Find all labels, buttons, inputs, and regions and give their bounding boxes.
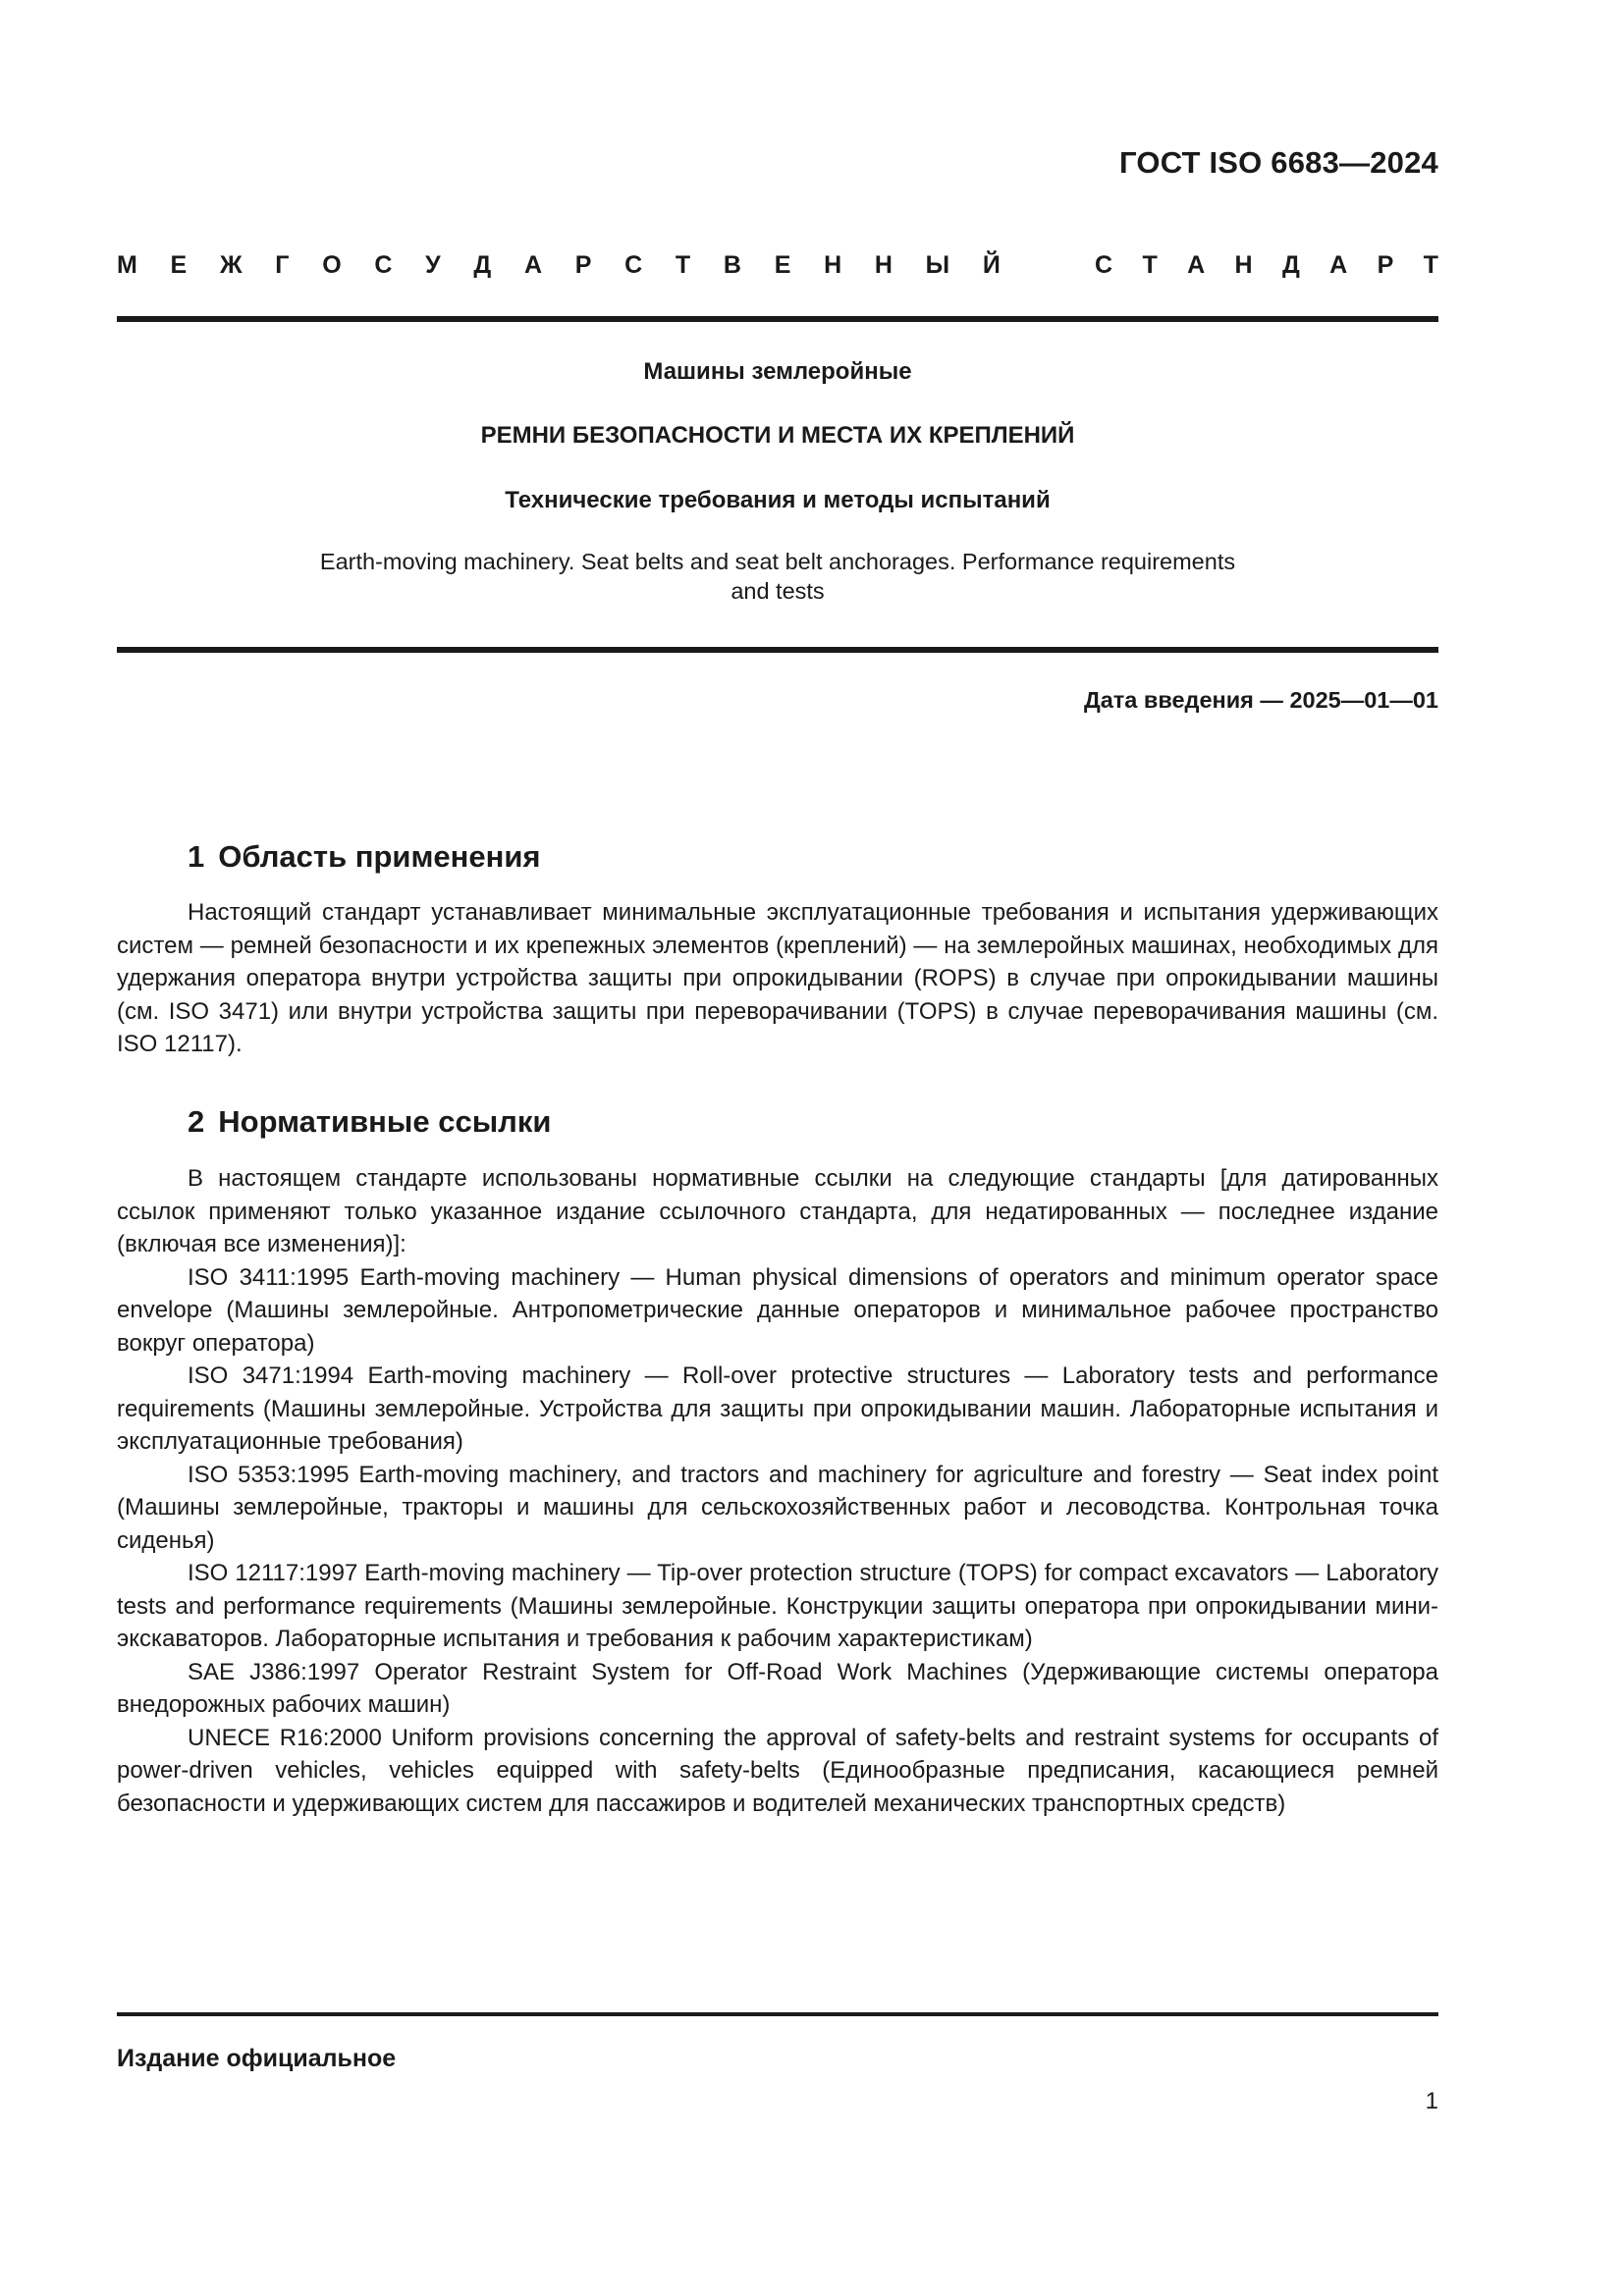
reference-sae-j386: SAE J386:1997 Operator Restraint System for Off-Road Work Machines (Удерживающие системы оператора внедорожных рабочих машин) bbox=[117, 1658, 1438, 1718]
reference-iso-3411: ISO 3411:1995 Earth-moving machinery — Human physical dimensions of operators and minimum operator space envelope (Машины землеройные. Антропометрические данные операторов и минимальное рабочее пространство вокруг оператора) bbox=[117, 1263, 1438, 1357]
main-title: РЕМНИ БЕЗОПАСНОСТИ И МЕСТА ИХ КРЕПЛЕНИЙ bbox=[480, 422, 1075, 449]
official-edition-label: Издание официальное bbox=[117, 2045, 397, 2072]
page-number: 1 bbox=[1425, 2088, 1438, 2114]
interstate_word1-letter: Ы bbox=[925, 251, 950, 279]
interstate_word1-letter: Т bbox=[675, 251, 691, 279]
subtitle: Технические требования и методы испытаний bbox=[505, 487, 1051, 513]
interstate_word2-letter: Н bbox=[1234, 251, 1253, 279]
interstate_word1-letter: А bbox=[523, 251, 543, 279]
document-code: ГОСТ ISO 6683—2024 bbox=[1119, 145, 1438, 180]
interstate_word2-letter: Т bbox=[1423, 251, 1438, 279]
interstate_word1-letter: В bbox=[723, 251, 741, 279]
interstate_word2-letter: С bbox=[1095, 251, 1113, 279]
section-title: Область применения bbox=[218, 839, 541, 874]
interstate_word2-letter: А bbox=[1329, 251, 1348, 279]
interstate_word1-letter: С bbox=[374, 251, 393, 279]
interstate-word bbox=[117, 251, 1001, 280]
interstate_word2-letter: Т bbox=[1142, 251, 1158, 279]
interstate_word2-letter: Д bbox=[1281, 251, 1300, 279]
footer-rule bbox=[117, 2012, 1438, 2016]
section-2-heading bbox=[188, 1104, 551, 1140]
section-1-body bbox=[117, 896, 1438, 1061]
interstate_word1-letter: Н bbox=[824, 251, 842, 279]
interstate_word1-letter: Й bbox=[982, 251, 1001, 279]
paragraph: Настоящий стандарт устанавливает минимальные эксплуатационные требования и испытания удерживающих систем — ремней безопасности и их крепежных элементов (креплений) — на землеройных машинах, необходимых для удержания оператора внутри устройства защиты при опрокидывании (ROPS) в случае при опрокидывании машины (см. ISO 3471) или внутри устройства защиты при переворачивании (TOPS) в случае переворачивания машины (см. ISO 12117). bbox=[117, 899, 1438, 1057]
reference-iso-5353: ISO 5353:1995 Earth-moving machinery, and tractors and machinery for agriculture and forestry — Seat index point (Машины землеройные, тракторы и машины для сельскохозяйственных работ и лесоводства. Контрольная точка сиденья) bbox=[117, 1461, 1438, 1554]
header-rule bbox=[117, 316, 1438, 322]
section-2-body bbox=[117, 1162, 1438, 1820]
interstate_word1-letter: Р bbox=[574, 251, 592, 279]
interstate_word2-letter: А bbox=[1187, 251, 1206, 279]
interstate_word1-letter: У bbox=[425, 251, 441, 279]
paragraph-intro: В настоящем стандарте использованы нормативные ссылки на следующие стандарты [для датированных ссылок применяют только указанное издание ссылочного стандарта, для недатированных — последнее издание (включая все изменения)]: bbox=[117, 1165, 1438, 1257]
interstate_word1-letter: С bbox=[624, 251, 643, 279]
interstate_word1-letter: Н bbox=[874, 251, 893, 279]
reference-iso-3471: ISO 3471:1994 Earth-moving machinery — Roll-over protective structures — Laboratory tests and performance requirements (Машины землеройные. Устройства для защиты при опрокидывании машин. Лабораторные испытания и эксплуатационные требования) bbox=[117, 1362, 1438, 1455]
reference-iso-12117: ISO 12117:1997 Earth-moving machinery — Tip-over protection structure (TOPS) for compact excavators — Laboratory tests and performance requirements (Машины землеройные. Конструкции защиты оператора при опрокидывании мини-экскаваторов. Лабораторные испытания и требования к рабочим характеристикам) bbox=[117, 1560, 1438, 1652]
interstate_word1-letter: Д bbox=[473, 251, 492, 279]
english-title-line1: Earth-moving machinery. Seat belts and seat belt anchorages. Performance requirements bbox=[319, 549, 1236, 574]
interstate_word1-letter: Ж bbox=[219, 251, 243, 279]
interstate_word1-letter: М bbox=[117, 251, 137, 279]
standard-word bbox=[1095, 251, 1438, 280]
interstate_word2-letter: Р bbox=[1377, 251, 1394, 279]
interstate_word1-letter: Г bbox=[275, 251, 290, 279]
section-number: 1 bbox=[188, 839, 205, 874]
section-1-heading bbox=[188, 839, 541, 875]
introduction-date: Дата введения — 2025—01—01 bbox=[1083, 687, 1438, 713]
section-title: Нормативные ссылки bbox=[218, 1104, 552, 1139]
reference-unece-r16: UNECE R16:2000 Uniform provisions concerning the approval of safety-belts and restraint systems for occupants of power-driven vehicles, vehicles equipped with safety-belts (Единообразные предписания, касающиеся ремней безопасности и удерживающих систем для пассажиров и водителей механических транспортных средств) bbox=[117, 1724, 1438, 1817]
interstate_word1-letter: Е bbox=[774, 251, 791, 279]
interstate_word1-letter: Е bbox=[170, 251, 188, 279]
group-title: Машины землеройные bbox=[643, 358, 912, 385]
section-number: 2 bbox=[188, 1104, 205, 1139]
interstate-standard-heading bbox=[117, 251, 1438, 280]
title-rule bbox=[117, 647, 1438, 653]
english-title-line2: and tests bbox=[731, 578, 825, 604]
document-page bbox=[117, 0, 1438, 2296]
interstate_word1-letter: О bbox=[322, 251, 342, 279]
